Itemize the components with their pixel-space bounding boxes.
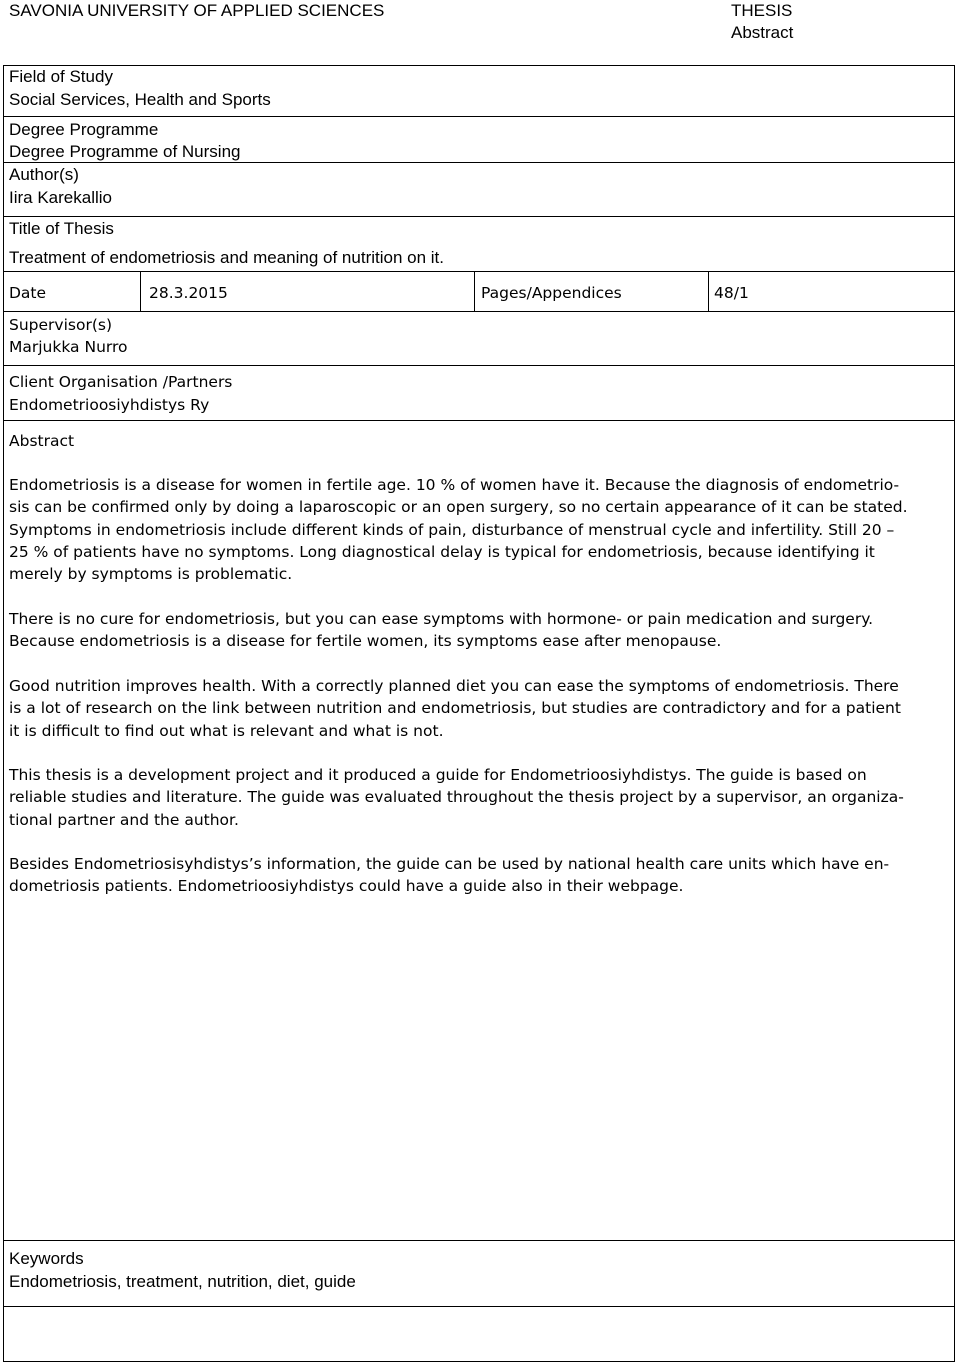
divider [3, 116, 955, 117]
authors-value: Iira Karekallio [9, 188, 112, 207]
divider [3, 271, 955, 272]
abstract-heading: Abstract [9, 432, 75, 450]
divider [3, 1306, 955, 1307]
abstract-paragraph-4: This thesis is a development project and it produced a guide for Endometrioosiyhdistys. The guide is based on reliable studies and literature. The guide was evaluated throughout the thesis project by a supervisor, an organiza- tional partner and the author. [9, 766, 904, 829]
title-value: Treatment of endometriosis and meaning of nutrition on it. [9, 248, 444, 267]
authors-label: Author(s) [9, 165, 79, 184]
title-label: Title of Thesis [9, 219, 114, 238]
divider [3, 420, 955, 421]
abstract-paragraph-1: Endometriosis is a disease for women in fertile age. 10 % of women have it. Because the diagnosis of endometrio- sis can be confirmed only by doing a laparoscopic or an open surgery, so no certain appearance of it can be stated. Symptoms in endometriosis include different kinds of pain, disturbance of menstrual cycle and infertility. Still 20 – 25 % of patients have no symptoms. Long diagnostical delay is typical for endometriosis, because identifying it merely by symptoms is problematic. [9, 476, 908, 584]
degree-programme-label: Degree Programme [9, 120, 159, 139]
document-type [731, 0, 793, 44]
divider [3, 216, 955, 217]
date-label: Date [9, 284, 47, 302]
date-value: 28.3.2015 [149, 284, 228, 302]
column-divider [140, 271, 141, 311]
supervisor-label: Supervisor(s) [9, 316, 112, 334]
column-divider [708, 271, 709, 311]
abstract-paragraph-3: Good nutrition improves health. With a correctly planned diet you can ease the symptoms of endometriosis. There is a lot of research on the link between nutrition and endometriosis, but studies are contradictory and for a patient it is difficult to find out what is relevant and what is not. [9, 677, 901, 740]
keywords-value: Endometriosis, treatment, nutrition, diet, guide [9, 1272, 356, 1291]
field-of-study-label: Field of Study [9, 67, 113, 86]
pages-label: Pages/Appendices [481, 284, 622, 302]
pages-value: 48/1 [714, 284, 749, 302]
supervisor-value: Marjukka Nurro [9, 338, 128, 356]
divider [3, 365, 955, 366]
degree-programme-value: Degree Programme of Nursing [9, 142, 241, 161]
client-value: Endometrioosiyhdistys Ry [9, 396, 210, 414]
column-divider [474, 271, 475, 311]
abstract-paragraph-5: Besides Endometriosisyhdistys’s information, the guide can be used by national health care units which have en- dometriosis patients. Endometrioosiyhdistys could have a guide also in their webpage. [9, 855, 890, 896]
document-type-title: THESIS [731, 1, 793, 20]
keywords-label: Keywords [9, 1249, 84, 1268]
institution-name: SAVONIA UNIVERSITY OF APPLIED SCIENCES [9, 1, 385, 20]
divider [3, 1240, 955, 1241]
client-label: Client Organisation /Partners [9, 373, 233, 391]
abstract-paragraph-2: There is no cure for endometriosis, but you can ease symptoms with hormone- or pain medication and surgery. Because endometriosis is a disease for fertile women, its symptoms ease after menopause. [9, 610, 874, 651]
document-type-subtitle: Abstract [731, 23, 794, 42]
divider [3, 311, 955, 312]
field-of-study-value: Social Services, Health and Sports [9, 90, 271, 109]
